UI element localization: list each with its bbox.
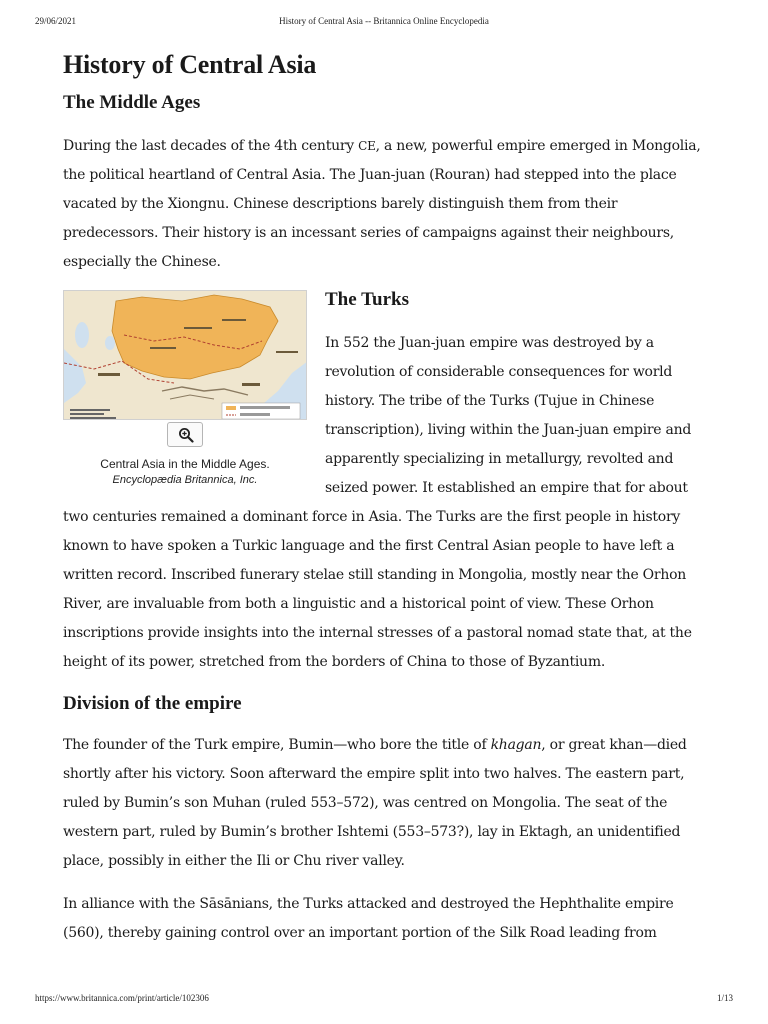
- figure-caption: Central Asia in the Middle Ages.: [100, 457, 270, 471]
- khagan-term: khagan: [490, 737, 542, 753]
- era-abbreviation: CE: [358, 139, 376, 153]
- print-date: 29/06/2021: [35, 16, 77, 26]
- central-asia-map-image[interactable]: [63, 290, 307, 420]
- print-url: https://www.britannica.com/print/article/102306: [35, 993, 209, 1003]
- magnifier-plus-icon: [178, 427, 194, 443]
- paragraph-division: The founder of the Turk empire, Bumin—who bore the title of khagan, or great khan—died shortly after his victory. Soon afterward the empire split into two halves. The eastern part, ruled by Bumin’s son Muhan (ruled 553–572), was centred on Mongolia. The seat of the western part, ruled by Bumin’s brother Ishtemi (553–573?), lay in Ektagh, an unidentified place, possibly in either the Ili or Chu river valley.: [63, 737, 687, 869]
- section-heading-division: Division of the empire: [63, 693, 242, 714]
- article: [63, 46, 703, 948]
- section-heading-turks: The Turks: [325, 289, 409, 310]
- paragraph-turks: In 552 the Juan-juan empire was destroyed by a revolution of considerable consequences for world history. The tribe of the Turks (Tujue in Chinese transcription), living within the Juan-juan empire and apparently specializing in metallurgy, revolted and seized power. It established an empire that for about two centuries remained a dominant force in Asia. The Turks are the first people in history known to have spoken a Turkic language and the first Central Asian people to have left a written record. Inscribed funerary stelae still standing in Mongolia, mostly near the Orhon River, are invaluable from both a linguistic and a historical point of view. These Orhon inscriptions provide insights into the internal stresses of a pastoral nomad state that, at the height of its power, stretched from the borders of China to those of Byzantium.: [63, 335, 692, 670]
- paragraph-middle-ages: During the last decades of the 4th century CE, a new, powerful empire emerged in Mongolia, the political heartland of Central Asia. The Juan-juan (Rouran) had stepped into the place vacated by the Xiongnu. Chinese descriptions barely distinguish them from their predecessors. Their history is an incessant series of campaigns against their neighbours, especially the Chinese.: [63, 138, 701, 270]
- article-title: History of Central Asia: [63, 50, 317, 79]
- page-number: 1/13: [716, 993, 733, 1003]
- paragraph-sasanians: In alliance with the Sāsānians, the Turks attacked and destroyed the Hephthalite empire (560), thereby gaining control over an important portion of the Silk Road leading from: [63, 896, 674, 941]
- section-heading-middle-ages: The Middle Ages: [63, 92, 201, 113]
- zoom-image-button[interactable]: [167, 422, 203, 447]
- map-figure: [63, 290, 307, 488]
- print-page-title: History of Central Asia -- Britannica Online Encyclopedia: [279, 16, 489, 26]
- figure-credit: Encyclopædia Britannica, Inc.: [112, 474, 258, 486]
